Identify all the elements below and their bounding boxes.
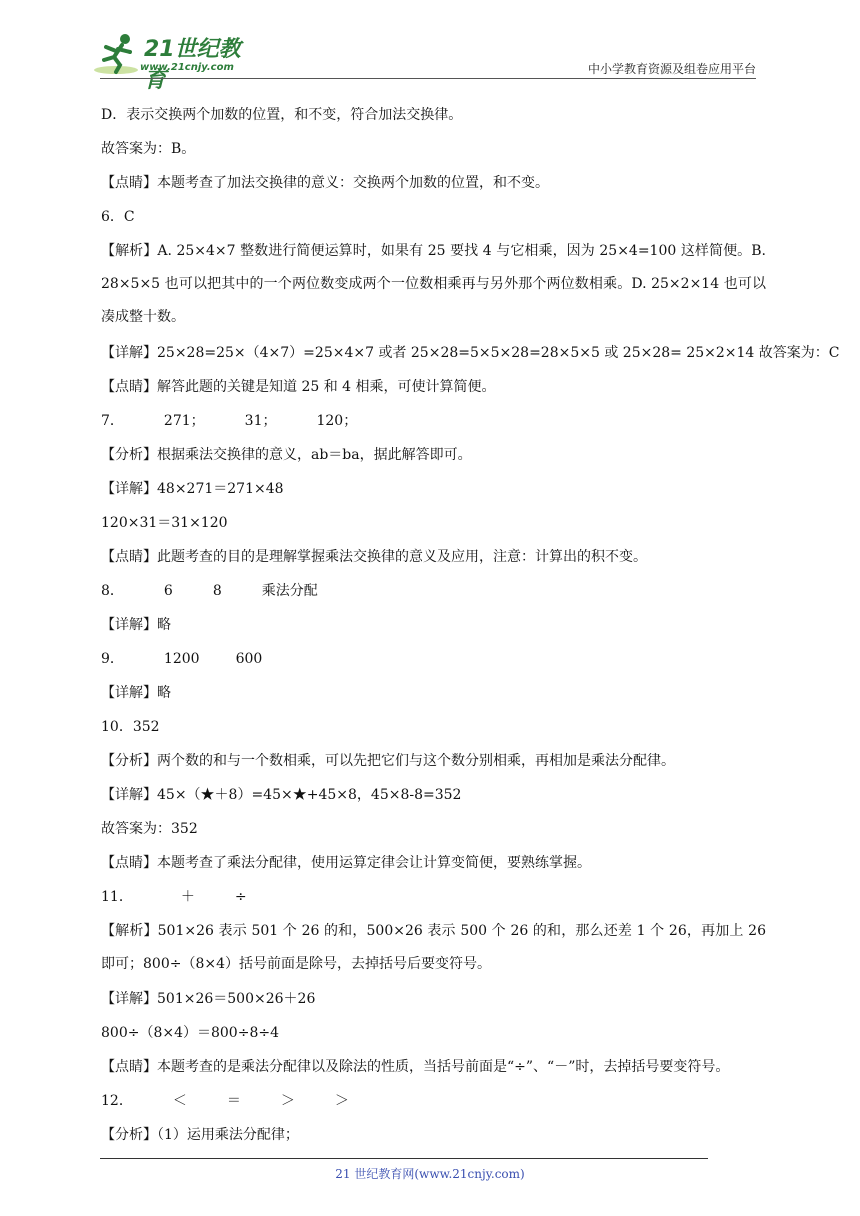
text-line: 800÷（8×4）＝800÷8÷4 [101, 1025, 279, 1041]
text-line: 120×31＝31×120 [101, 515, 228, 531]
text-line: 【详解】略 [101, 685, 171, 701]
text-line: 故答案为：B。 [101, 141, 196, 157]
answer-blank: ＞ [280, 1093, 295, 1109]
header-platform-text: 中小学教育资源及组卷应用平台 [587, 62, 756, 76]
answer-blank: 600 [235, 651, 263, 667]
site-logo [92, 32, 262, 93]
answer-line [101, 1091, 349, 1111]
text-line: D．表示交换两个加数的位置，和不变，符合加法交换律。 [101, 107, 463, 123]
text-paragraph: 【解析】A. 25×4×7 整数进行简便运算时，如果有 25 要找 4 与它相乘，因为 25×4=100 这样简便。B. 28×5×5 也可以把其中的一个两位数变成两个一位数相乘再与另外那个两位数相乘。D. 25×2×14 也可以凑成整十数。 [101, 243, 766, 325]
answer-line [101, 581, 318, 601]
page-header [0, 0, 860, 93]
text-line: 【详解】501×26＝500×26＋26 [101, 991, 316, 1007]
answer-blank: 8 [212, 583, 222, 599]
answer-line [101, 411, 357, 431]
answer-blank: 乘法分配 [261, 583, 318, 599]
answer-blank: 1200 [163, 651, 200, 667]
text-line: 【分析】（1）运用乘法分配律； [101, 1127, 299, 1143]
logo-url: www.21cnjy.com [140, 62, 234, 73]
answer-blank: ＋ [180, 889, 195, 905]
answer-blank: ＜ [172, 1093, 187, 1109]
text-line: 【详解】48×271＝271×48 [101, 481, 284, 497]
answer-blank: 120； [316, 413, 358, 429]
question-number: 9． [101, 651, 124, 667]
text-line: 【点睛】本题考查的是乘法分配律以及除法的性质，当括号前面是“÷”、“－”时，去掉括号要变符号。 [101, 1059, 730, 1075]
text-paragraph: 【解析】501×26 表示 501 个 26 的和，500×26 表示 500 个 26 的和，那么还差 1 个 26，再加上 26 即可；800÷（8×4）括号前面是除号，去掉括号后要变符号。 [101, 923, 766, 972]
text-line: 【详解】25×28=25×（4×7）=25×4×7 或者 25×28=5×5×28=28×5×5 或 25×28= 25×2×14 故答案为：C [101, 345, 840, 361]
question-number: 8． [101, 583, 124, 599]
text-line: 【详解】45×（★＋8）=45×★+45×8，45×8-8=352 [101, 787, 462, 803]
text-line: 【分析】两个数的和与一个数相乘，可以先把它们与这个数分别相乘，再相加是乘法分配律。 [101, 753, 675, 769]
answer-blank: 31； [244, 413, 277, 429]
answer-line [101, 649, 262, 669]
answer-blank: 271； [163, 413, 205, 429]
footer-text: 21 世纪教育网(www.21cnjy.com) [335, 1167, 525, 1181]
text-line: 【点睛】解答此题的关键是知道 25 和 4 相乘，可使计算简便。 [101, 379, 496, 395]
question-number: 7． [101, 413, 124, 429]
text-line: 【点睛】本题考查了乘法分配律，使用运算定律会让计算变简便，要熟练掌握。 [101, 855, 591, 871]
text-line: 【详解】略 [101, 617, 171, 633]
question-number: 11． [101, 889, 133, 905]
header-divider [100, 78, 756, 79]
answer-line [101, 887, 247, 907]
question-number: 6．C [101, 209, 135, 225]
answer-blank: ÷ [234, 889, 247, 905]
question-number: 12． [101, 1093, 133, 1109]
text-line: 故答案为：352 [101, 821, 198, 837]
answer-blank: ＞ [334, 1093, 349, 1109]
text-line: 【点睛】本题考查了加法交换律的意义：交换两个加数的位置，和不变。 [101, 175, 549, 191]
question-number: 10．352 [101, 719, 160, 735]
answer-blank: ＝ [226, 1093, 241, 1109]
text-line: 【分析】根据乘法交换律的意义，ab＝ba，据此解答即可。 [101, 447, 472, 463]
logo-text: 21世纪教育 [144, 37, 241, 93]
runner-icon [92, 32, 144, 78]
footer-divider [100, 1158, 708, 1159]
text-line: 【点睛】此题考查的目的是理解掌握乘法交换律的意义及应用，注意：计算出的积不变。 [101, 549, 647, 565]
answer-blank: 6 [163, 583, 173, 599]
